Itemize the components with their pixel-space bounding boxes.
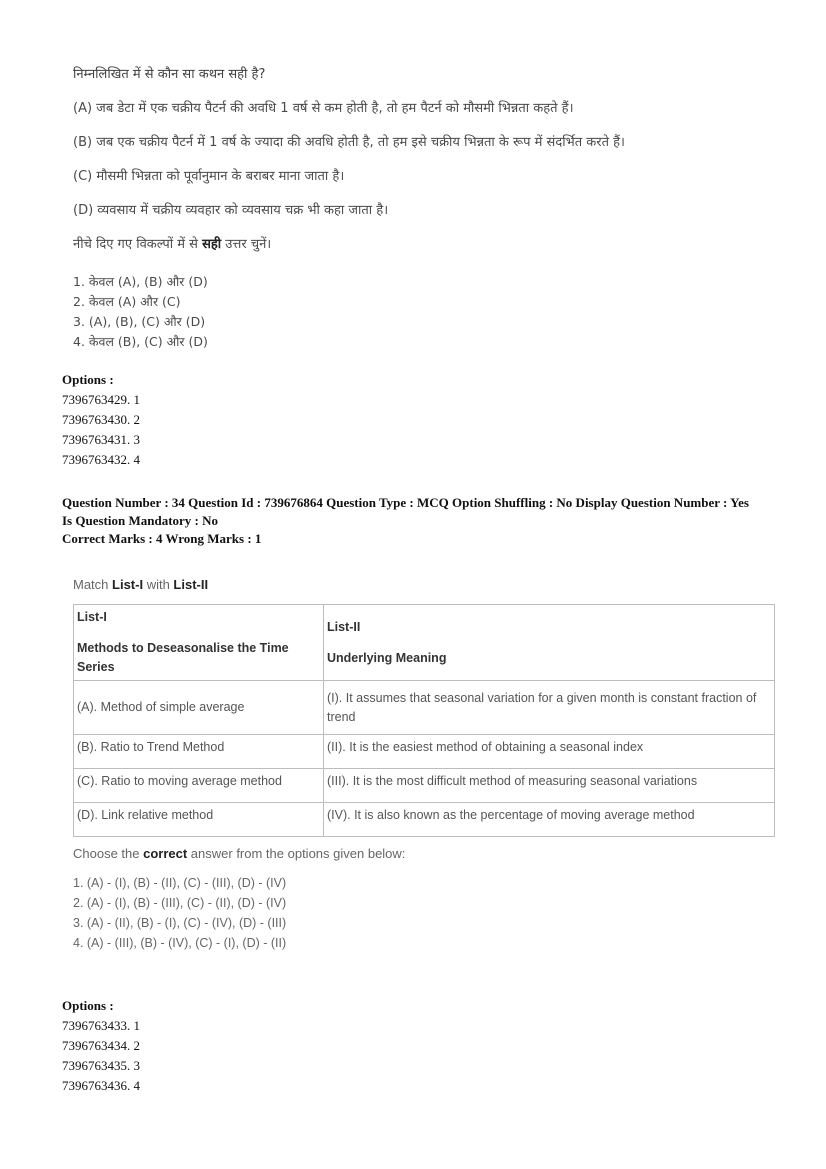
after-bold: correct (143, 846, 188, 861)
statement-a: (A) जब डेटा में एक चक्रीय पैटर्न की अवधि 1 वर्ष से कम होती है, तो हम पैटर्न को मौसमी भिन्नता कहते हैं। (73, 101, 574, 116)
hindi-question-block (73, 64, 793, 352)
table-cell-left: (D). Link relative method (74, 803, 324, 837)
table-cell-right: (II). It is the easiest method of obtaining a seasonal index (324, 735, 775, 769)
statement-c: (C) मौसमी भिन्नता को पूर्वानुमान के बराबर माना जाता है। (73, 169, 345, 184)
table-cell-left: (C). Ratio to moving average method (74, 769, 324, 803)
table-cell-left: (B). Ratio to Trend Method (74, 735, 324, 769)
match-table (73, 604, 775, 837)
table-row (74, 681, 775, 735)
match-answer-choices (73, 873, 778, 953)
match-choice-4: 4. (A) - (III), (B) - (IV), (C) - (I), (D) - (II) (73, 936, 287, 950)
question-meta (62, 494, 782, 548)
table-cell-right: (IV). It is also known as the percentage of moving average method (324, 803, 775, 837)
select-instruction-pre: नीचे दिए गए विकल्पों में से (73, 237, 203, 252)
after-post: answer from the options given below: (187, 846, 406, 861)
intro-list-2: List-II (173, 577, 209, 592)
meta-line-1: Question Number : 34 Question Id : 739676864 Question Type : MCQ Option Shuffling : No Display Question Number : Yes (62, 495, 749, 510)
match-choice-1: 1. (A) - (I), (B) - (II), (C) - (III), (D) - (IV) (73, 876, 287, 890)
select-instruction-bold: सही (202, 237, 222, 252)
match-intro (73, 574, 778, 604)
intro-mid: with (143, 577, 174, 592)
option-id-4: 7396763432. 4 (62, 452, 140, 467)
statement-b: (B) जब एक चक्रीय पैटर्न में 1 वर्ष के ज्यादा की अवधि होती है, तो हम इसे चक्रीय भिन्नता के रूप में संदर्भित करते हैं। (73, 135, 625, 150)
choice-2: 2. केवल (A) और (C) (73, 294, 181, 309)
table-row (74, 769, 775, 803)
option-id-4: 7396763436. 4 (62, 1078, 140, 1093)
q33-options (62, 370, 140, 470)
choice-3: 3. (A), (B), (C) और (D) (73, 314, 206, 329)
select-instruction (73, 234, 793, 268)
options-label: Options : (62, 372, 114, 387)
match-choice-3: 3. (A) - (II), (B) - (I), (C) - (IV), (D) - (III) (73, 916, 287, 930)
q34-options (62, 996, 140, 1096)
table-cell-left: (A). Method of simple average (74, 681, 324, 735)
header-list-2-title: List-II (327, 619, 361, 634)
options-label: Options : (62, 998, 114, 1013)
header-list-2-subtitle: Underlying Meaning (327, 650, 447, 665)
option-id-2: 7396763434. 2 (62, 1038, 140, 1053)
statement-d: (D) व्यवसाय में चक्रीय व्यवहार को व्यवसाय चक्र भी कहा जाता है। (73, 203, 389, 218)
question-title: निम्नलिखित में से कौन सा कथन सही है? (73, 67, 266, 82)
match-question (73, 574, 778, 953)
table-header-row (74, 605, 775, 681)
intro-list-1: List-I (112, 577, 144, 592)
header-list-1-subtitle: Methods to Deseasonalise the Time Series (77, 641, 289, 674)
choice-1: 1. केवल (A), (B) और (D) (73, 274, 208, 289)
match-choice-2: 2. (A) - (I), (B) - (III), (C) - (II), (D) - (IV) (73, 896, 287, 910)
intro-pre: Match (73, 577, 113, 592)
after-pre: Choose the (73, 846, 144, 861)
table-cell-right: (III). It is the most difficult method of measuring seasonal variations (324, 769, 775, 803)
option-id-1: 7396763433. 1 (62, 1018, 140, 1033)
table-row (74, 803, 775, 837)
table-row (74, 735, 775, 769)
header-list-2 (324, 605, 775, 681)
meta-line-2: Is Question Mandatory : No (62, 513, 219, 528)
option-id-1: 7396763429. 1 (62, 392, 140, 407)
header-list-1-title: List-I (77, 610, 107, 624)
choose-instruction (73, 843, 778, 873)
table-cell-right: (I). It assumes that seasonal variation for a given month is constant fraction of trend (324, 681, 775, 735)
option-id-2: 7396763430. 2 (62, 412, 140, 427)
answer-choices (73, 272, 793, 352)
option-id-3: 7396763435. 3 (62, 1058, 140, 1073)
option-id-3: 7396763431. 3 (62, 432, 140, 447)
meta-line-3: Correct Marks : 4 Wrong Marks : 1 (62, 531, 262, 546)
header-list-1 (74, 605, 324, 681)
select-instruction-post: उत्तर चुनें। (221, 237, 272, 252)
choice-4: 4. केवल (B), (C) और (D) (73, 334, 208, 349)
